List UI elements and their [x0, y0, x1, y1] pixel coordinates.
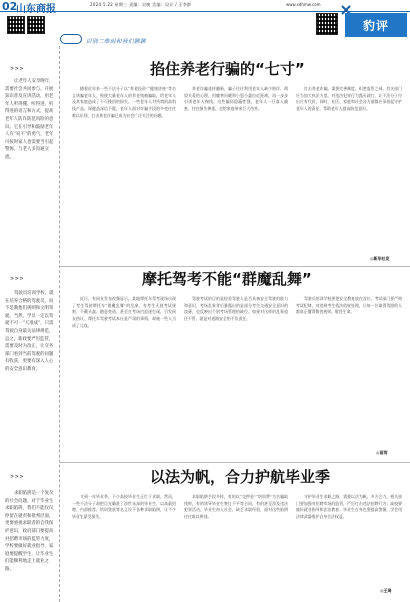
article-column: 随着近年来一些不法分子以“养老投资”“健康讲座”等名义诱骗老年人，致使大量老年人的养老钱被骗取，给老年人及其家庭造成了不可挽回的损失。一些老年人对所谓的高科技产品、保健品深信不疑，老年人面对诈骗手段的多变往往难以识别，打击养老诈骗已成为社会广泛关注的问题。	[72, 86, 176, 118]
sidebar-summary: 求职陷阱是一个复杂的社会问题，对于毕业生求职陷阱，我们不能仅仅停留在谴责和批判层面，更要重视求职者的自我保护意识，政府部门要提高对招聘市场的监管力度，学校要做好就业指导，家庭要提醒学生，让毕业生们能顺利地走上就业之路。	[5, 491, 54, 572]
section-divider	[60, 266, 410, 267]
article-byline: ◎新华社发	[370, 256, 390, 261]
page-number: 02	[2, 0, 18, 13]
article-column: 驾驶员培训学校要把安全教育放在首位，考试部门要严格考试纪律，对违规考生依法依规处理，让每一位取得驾照的人都真正懂得敬畏规则、敬畏生命。	[296, 296, 402, 315]
qr-code-icon[interactable]	[7, 16, 25, 34]
site-url[interactable]: www.sdhmw.com	[286, 2, 321, 7]
article-title: 以法为帆，合力护航毕业季	[150, 468, 331, 486]
article-byline: ◎苗雨	[376, 450, 388, 455]
qr-code-icon[interactable]	[316, 13, 338, 35]
date-line: 2024.5.22 星期三 责编：吴晚 美编：设计 / 王李群	[90, 2, 192, 7]
article-column: 又到一年毕业季，不少高校毕业生正忙于求职。然而，一些不法分子却把目光瞄准了涉世未深的毕业生，以高薪招聘、内部推荐、培训贷款等名义设下各种求职陷阱，让不少毕业生蒙受损失。	[72, 494, 176, 520]
article-byline: ◎王琦	[380, 588, 392, 593]
sidebar-arrows: >>>	[10, 66, 25, 72]
article-column: 守护毕业生求职之路，需要以法为帆、多方合力。相关部门要加强对招聘市场的监管，严厉打击违法招聘行为；高校要做好就业指导和法治教育；毕业生自身也要提高警惕，学会用法律武器维护自身合法权益。	[296, 494, 402, 520]
article-column: 近日，有网友发布视频显示，某地摩托车驾考现场出现了考生驾驶摩托车“群魔乱舞”的乱象，有考生无视考试规则，不戴头盔、随意变道，甚至在考场内追逐打闹，引发网友热议。摩托车驾驶考试本应是严肃的事情，却被一些人当成了儿戏。	[72, 296, 176, 328]
article-column: 求职陷阱手段多样，有的以“交押金”“培训费”为名骗取钱财，有的诱导毕业生签订不平等合同，有的甚至涉及违法犯罪活动。毕业生初入社会，缺乏求职经验，面对这些陷阱往往难以辨别。	[184, 494, 288, 520]
column-badge: 豹评	[345, 13, 407, 37]
sidebar-arrows: >>>	[10, 474, 25, 480]
section-divider	[60, 462, 410, 463]
kicker: 识别二维码和我们聊聊	[86, 39, 147, 45]
article-column: 打击养老诈骗，需要完善制度，织密监管之网。有关部门应当加大执法力度，对违法犯罪行为露头就打，让不法分子付出应有代价。同时，社区、家庭和社会各方面都应承担起守护老年人的责任，帮助老年人提高防范意识。	[296, 86, 402, 112]
article-title: 摩托驾考不能“群魔乱舞”	[142, 270, 312, 288]
article-title: 掐住养老行骗的“七寸”	[150, 60, 305, 78]
article-column: 养老诈骗花样翻新，骗子往往利用老年人缺少陪伴、渴望关爱的心理，用嘘寒问暖和小恩小惠拉近距离，再一步步引诱老年人掏钱。这些骗局隐蔽性强，老年人一旦落入圈套，往往损失惨重，也给家庭带来巨大伤害。	[184, 86, 288, 112]
paper-name: 山东商报	[16, 4, 56, 15]
chat-bubble-icon	[60, 34, 82, 44]
sidebar-arrows: >>>	[10, 276, 25, 282]
qr-code-icon[interactable]	[27, 16, 45, 34]
masthead	[0, 0, 410, 44]
article-column: 驾驶考试的目的是检验驾驶人是否具备安全驾驶的能力和意识，考场乱象背后暴露出的是部分考生交通安全意识的淡薄，也反映出个别考场管理的缺位。如果对这样的乱象放任不管，就是对道路安全的不负责任。	[184, 296, 288, 322]
sidebar-summary: 让老年人安享晚年，需要社会共同参与。开展知识普及宣讲活动，用老年人听得懂、听得进、听得进的语言和方式，提高老年人防诈防范风险的意识。它在引导和鼓励老年人有“说不”的勇气，老年可按时家人也需要当引起警惕，与老人多沟通交流。	[5, 79, 54, 160]
sidebar-summary: 驾驶员培训学校、就在培养合格的驾驶员，而不是教他们规则和文明驾驶。当然，学员一定以驾驶不可一“天准成”，只需驾驶自身最关法律规范，总之，新政要严厉监管，需要及时为改正，让交务部门看到当前驾驶的问题有收获，更要有深入人心的安全意识教育。	[5, 291, 54, 372]
